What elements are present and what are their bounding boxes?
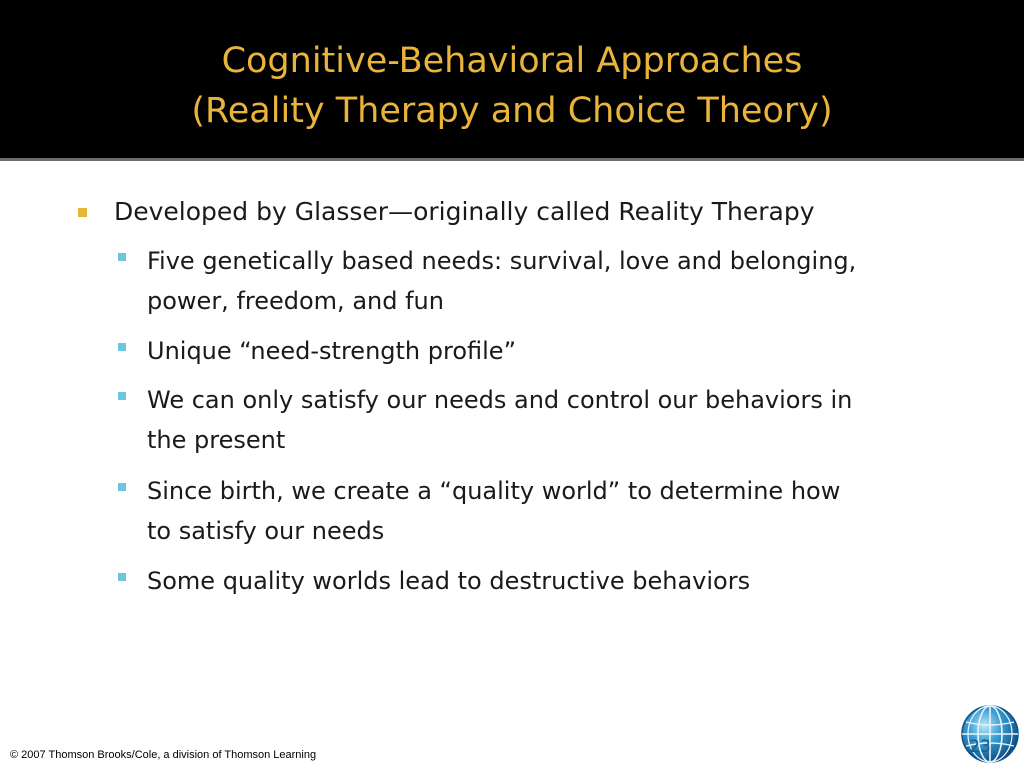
slide-title-line-2: (Reality Therapy and Choice Theory) bbox=[191, 91, 833, 131]
page-number: 23 bbox=[969, 737, 991, 757]
square-bullet-icon bbox=[118, 253, 126, 261]
square-bullet-icon bbox=[118, 392, 126, 400]
bullet-text: Developed by Glasser—originally called Reality Therapy bbox=[114, 197, 815, 226]
sub-bullet-text bbox=[147, 241, 977, 321]
sub-bullet-text bbox=[147, 471, 977, 551]
square-bullet-icon bbox=[118, 343, 126, 351]
sub-bullet-line: Some quality worlds lead to destructive behaviors bbox=[147, 567, 751, 595]
sub-bullet-line: power, freedom, and fun bbox=[147, 287, 444, 315]
sub-bullet-text bbox=[147, 331, 977, 371]
square-bullet-icon bbox=[78, 208, 87, 217]
sub-bullet-line: Unique “need-strength profile” bbox=[147, 337, 516, 365]
sub-bullet-line: Since birth, we create a “quality world” to determine how bbox=[147, 477, 841, 505]
sub-bullet-line: the present bbox=[147, 426, 286, 454]
sub-bullet-line: Five genetically based needs: survival, love and belonging, bbox=[147, 247, 857, 275]
sub-bullet-text bbox=[147, 561, 977, 601]
square-bullet-icon bbox=[118, 573, 126, 581]
square-bullet-icon bbox=[118, 483, 126, 491]
slide-title-line-1: Cognitive-Behavioral Approaches bbox=[221, 41, 803, 81]
sub-bullet-line: to satisfy our needs bbox=[147, 517, 385, 545]
copyright-footer: © 2007 Thomson Brooks/Cole, a division of Thomson Learning bbox=[10, 749, 317, 761]
sub-bullet-line: We can only satisfy our needs and control our behaviors in bbox=[147, 386, 853, 414]
sub-bullet-text bbox=[147, 380, 977, 460]
